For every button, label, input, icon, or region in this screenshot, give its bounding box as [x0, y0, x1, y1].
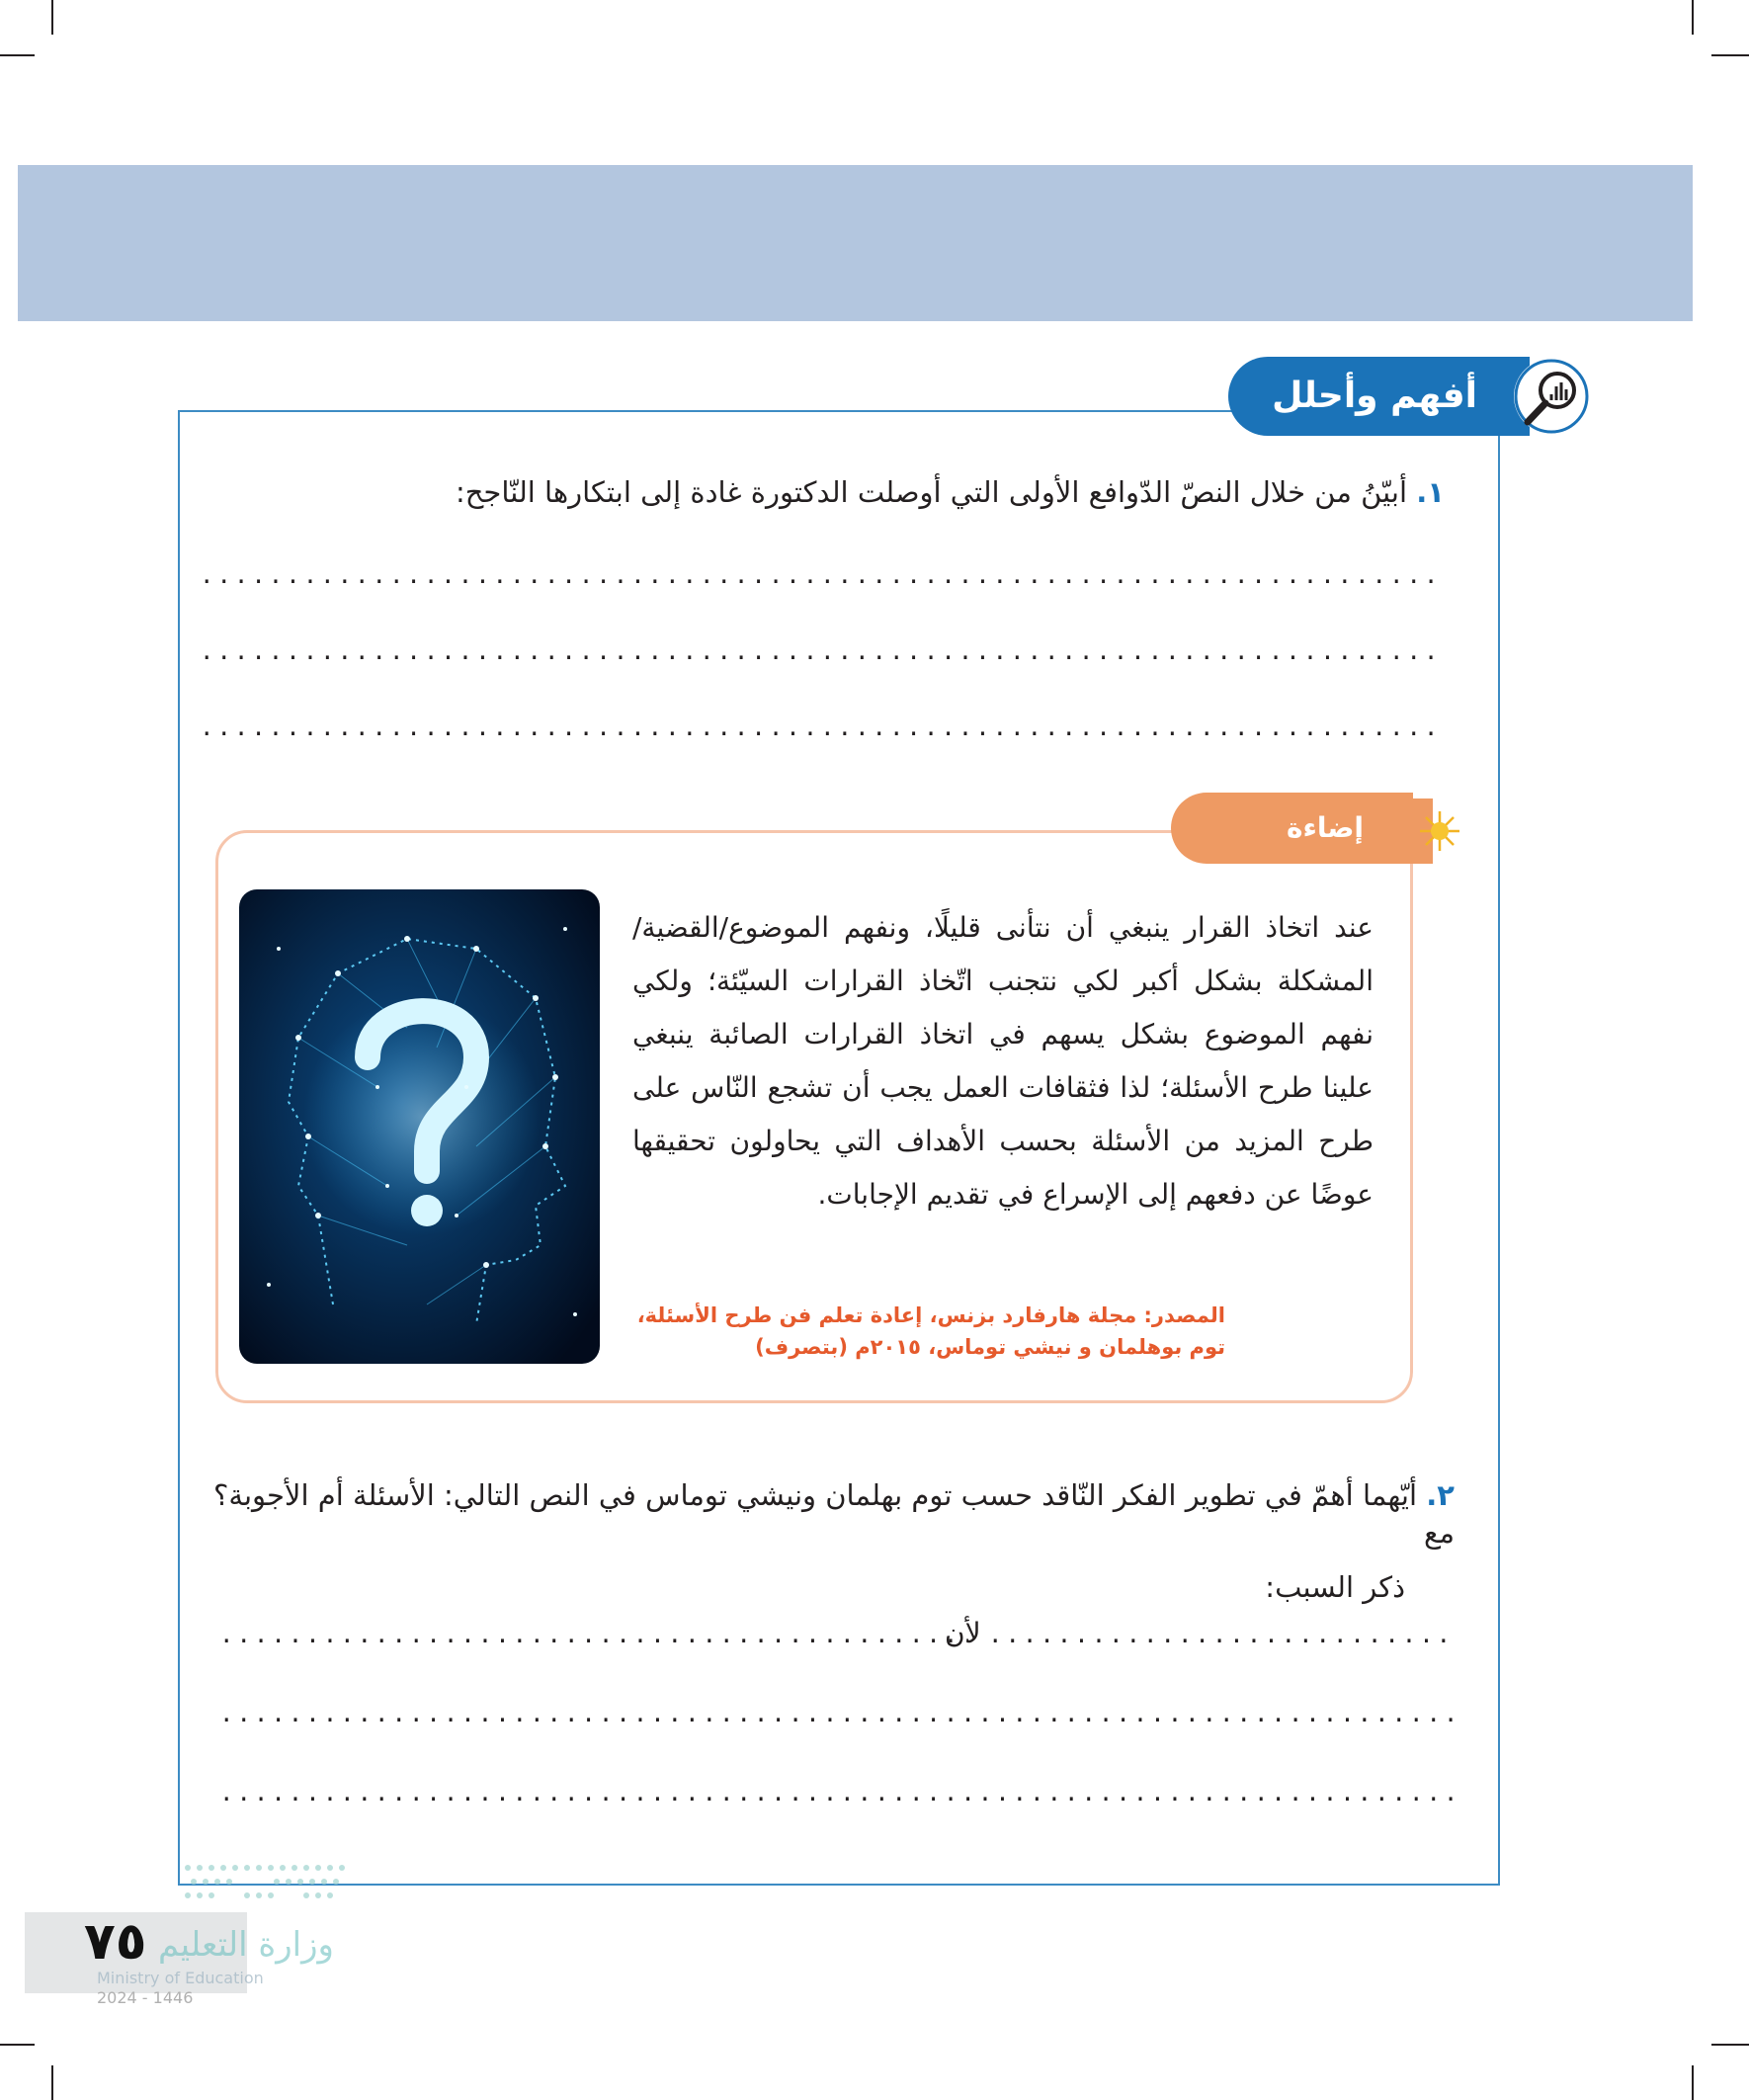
crop-mark	[1711, 2044, 1749, 2046]
note-text: عند اتخاذ القرار ينبغي أن نتأنى قليلًا، ونفهم الموضوع/القضية/المشكلة بشكل أكبر لكي نتجنب اتّخاذ القرارات السيّئة؛ ولكي نفهم الموضوع بشكل يسهم في اتخاذ القرارات الصائبة ينبغي علينا طرح الأسئلة؛ لذا فثقافات العمل يجب أن تشجع النّاس على طرح المزيد من الأسئلة بحسب الأهداف التي يحاولون تحقيقها عوضًا عن دفعهم إلى الإسراع في تقديم الإجابات.	[632, 911, 1374, 1211]
question-text: أبيّنُ من خلال النصّ الدّوافع الأولى التي أوصلت الدكتورة غادة إلى ابتكارها النّاجح:	[455, 475, 1408, 509]
answer-line[interactable]	[988, 1621, 1453, 1650]
question-number: ٢.	[1426, 1478, 1455, 1512]
crop-mark	[1711, 54, 1749, 56]
ministry-name-en: Ministry of Education	[97, 1969, 264, 1987]
section-title: أفهم وأحلل	[1228, 357, 1530, 436]
source-line-2: توم بوهلمان و نيشي توماس، ٢٠١٥م (بتصرف)	[755, 1335, 1225, 1359]
answer-line[interactable]	[219, 1621, 968, 1650]
answer-line[interactable]	[200, 714, 1437, 743]
question-text-line2: ذكر السبب:	[1265, 1570, 1405, 1605]
year-label: 2024 - 1446	[97, 1988, 194, 2007]
answer-line[interactable]	[200, 637, 1437, 667]
answer-line[interactable]	[219, 1700, 1453, 1729]
answer-line[interactable]	[200, 561, 1437, 591]
ministry-name-ar: وزارة التعليم	[158, 1925, 334, 1965]
answer-line[interactable]	[219, 1779, 1453, 1808]
question-1	[395, 474, 1445, 512]
crop-mark	[51, 2065, 53, 2100]
because-label: لأن	[945, 1617, 981, 1649]
crop-mark	[0, 54, 35, 56]
magnifier-chart-icon	[1500, 357, 1595, 452]
ministry-logo-dots	[178, 1860, 351, 1909]
crop-mark	[1692, 2065, 1694, 2100]
question-number: ١.	[1416, 475, 1445, 509]
crop-mark	[51, 0, 53, 35]
crop-mark	[0, 2044, 35, 2046]
header-band	[18, 165, 1693, 321]
page-number: ٧٥	[84, 1912, 147, 1972]
question-text-line1: أيّهما أهمّ في تطوير الفكر النّاقد حسب توم بهلمان ونيشي توماس في النص التالي: الأسئلة أم الأجوبة؟ مع	[213, 1478, 1455, 1550]
question-2	[208, 1477, 1455, 1607]
source-line-1: المصدر: مجلة هارفارد بزنس، إعادة تعلم فن طرح الأسئلة،	[636, 1303, 1225, 1327]
crop-mark	[1692, 0, 1694, 35]
question-mark-head-image	[239, 889, 600, 1364]
sun-icon	[1403, 798, 1468, 864]
note-title: إضاءة	[1171, 793, 1413, 864]
note-source	[632, 1300, 1225, 1363]
